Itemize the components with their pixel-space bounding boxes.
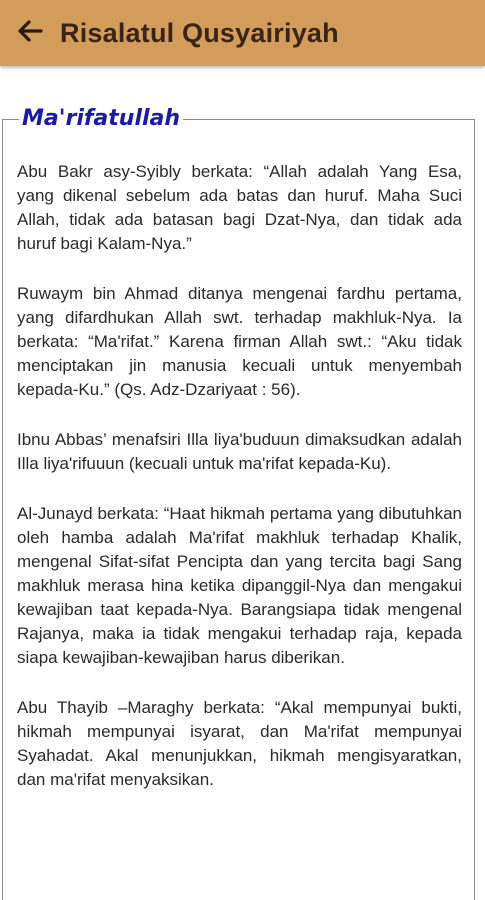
paragraph: Ibnu Abbas’ menafsiri Illa liya'buduun dimaksudkan adalah Illa liya'rifuuun (kecuali untuk ma'rifat kepada-Ku). [17, 430, 462, 473]
paragraph: Abu Bakr asy-Syibly berkata: “Allah adalah Yang Esa, yang dikenal sebelum ada batas dan huruf. Maha Suci Allah, tidak ada batasan bagi Dzat-Nya, dan tidak ada huruf bagi Kalam-Nya.” [17, 162, 462, 253]
arrow-left-icon [17, 20, 43, 47]
article-body [17, 132, 474, 792]
paragraph: Abu Thayib –Maraghy berkata: “Akal mempunyai bukti, hikmah mempunyai isyarat, dan Ma'rifat mempunyai Syahadat. Akal menunjukkan, hikmah mengisyaratkan, dan ma'rifat menyaksikan. [17, 698, 462, 789]
app-title: Risalatul Qusyairiyah [60, 17, 339, 48]
paragraph: Ruwaym bin Ahmad ditanya mengenai fardhu pertama, yang difardhukan Allah swt. terhadap makhluk-Nya. Ia berkata: “Ma'rifat.” Karena firman Allah swt.: “Aku tidak menciptakan jin manusia kecuali untuk menyembah kepada-Ku.” (Qs. Adz-Dzariyaat : 56). [17, 284, 462, 399]
article-panel [2, 106, 475, 900]
section-heading: Ma'rifatullah [22, 106, 181, 131]
paragraph: Al-Junayd berkata: “Haat hikmah pertama yang dibutuhkan oleh hamba adalah Ma'rifat makhluk terhadap Khalik, mengenal Sifat-sifat Pencipta dan yang tercita bagi Sang makhluk merasa hina ketika dipanggil-Nya dan mengakui kewajiban taat kepada-Nya. Barangsiapa tidak mengenal Rajanya, maka ia tidak mengakui terhadap raja, kepada siapa kewajiban-kewajiban harus diberikan. [17, 504, 462, 667]
article-content[interactable] [0, 66, 485, 900]
back-button[interactable] [0, 0, 60, 66]
app-bar [0, 0, 485, 66]
